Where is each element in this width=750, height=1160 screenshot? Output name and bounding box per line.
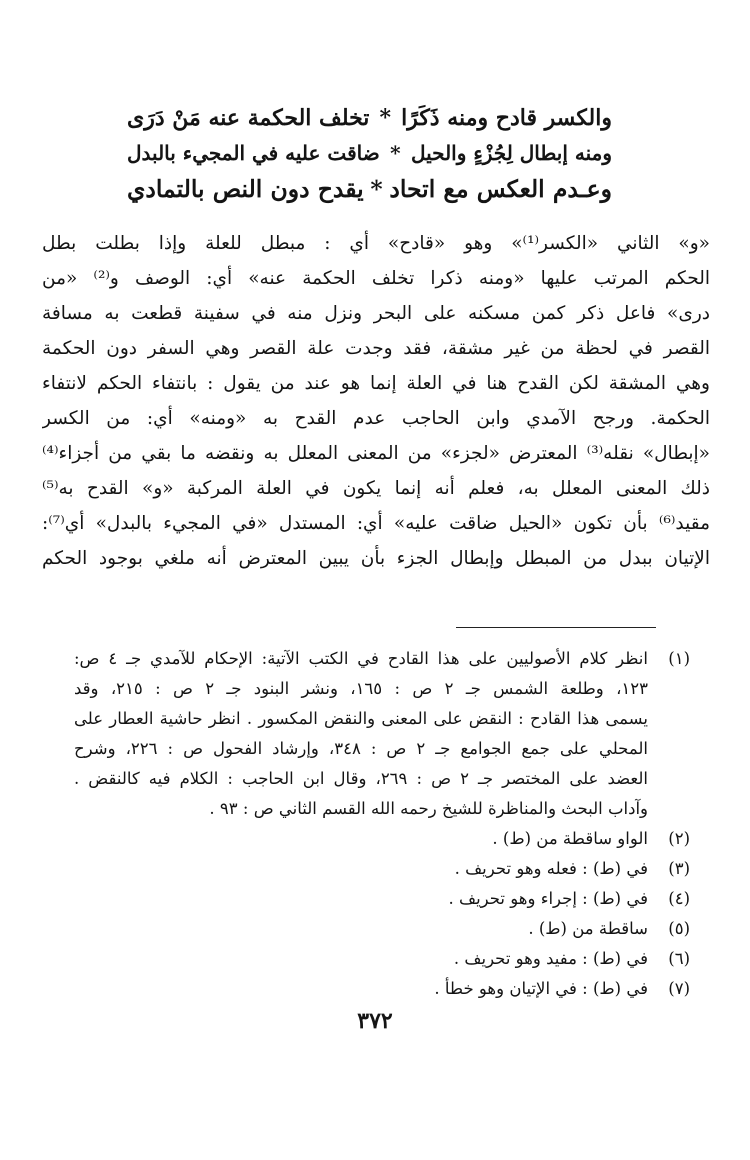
footnote-number: (٤) (668, 889, 690, 908)
footnote-body (74, 974, 648, 1004)
footnote-number: (١) (668, 649, 690, 668)
verse-hemistich-left: يقدح دون النص بالتمادي (127, 175, 364, 203)
verse-separator-star: * (390, 141, 401, 165)
text-line: ذلك المعنى المعلل به، فعلم أنه إنما يكون في العلة المركبة «و» القدح به⁽⁵⁾ (42, 478, 710, 499)
verse-hemistich-left: ضاقت عليه في المجيء بالبدل (127, 141, 380, 165)
text-line: الحكم المرتب عليها «ومنه ذكرا تخلف الحكمة عنه» أي: الوصف و⁽²⁾ «من (42, 268, 710, 289)
footnote (74, 644, 690, 824)
footnote-line: ساقطة من (ط) . (528, 919, 648, 938)
text-line: وهي المشقة لكن القدح هنا في العلة إنما هو عند من يقول : بانتفاء الحكم لانتفاء (42, 373, 710, 394)
text-line: «و» الثاني «الكسر⁽¹⁾» وهو «قادح» أي : مبطل للعلة وإذا بطلت بطل (42, 233, 710, 254)
footnote-line: في (ط) : في الإتيان وهو خطأ . (434, 979, 648, 998)
footnote-line: المحلي على جمع الجوامع جـ ٢ ص : ٣٤٨، وإرشاد الفحول ص : ٢٢٦، وشرح (74, 739, 648, 758)
footnote (74, 974, 690, 1004)
footnote-line: يسمى هذا القادح : النقض على المعنى والنقض المكسور . انظر حاشية العطار على (74, 709, 648, 728)
footnote-line: في (ط) : إجراء وهو تحريف . (448, 889, 648, 908)
verse-line (127, 174, 612, 204)
footnote-line: العضد على المختصر جـ ٢ ص : ٢٦٩، وقال ابن الحاجب : الكلام فيه كالنقض . (74, 769, 648, 788)
text-line: الحكمة. ورجح الآمدي وابن الحاجب عدم القدح به «ومنه» أي: من الكسر (42, 408, 710, 429)
footnote-separator (456, 627, 656, 628)
footnote-body (74, 914, 648, 944)
text-line: «إبطال» نقله⁽³⁾ المعترض «لجزء» من المعنى المعلل به ونقضه ما بقي من أجزاء⁽⁴⁾ (42, 443, 710, 464)
footnote-line: ١٢٣، وطلعة الشمس جـ ٢ ص : ١٦٥، ونشر البنود جـ ٢ ص : ٢١٥، وقد (74, 679, 648, 698)
text-line: درى» فاعل ذكر كمن مسكنه على البحر ونزل منه في سفينة قطعت به مسافة (42, 303, 710, 324)
footnote-number: (٥) (668, 919, 690, 938)
footnote-line: في (ط) : فعله وهو تحريف . (454, 859, 648, 878)
verse-line (127, 103, 612, 133)
footnote (74, 944, 690, 974)
text-line: القصر في لحظة من غير مشقة، فقد وجدت علة القصر وهي السفر دون الحكمة (42, 338, 710, 359)
footnote (74, 824, 690, 854)
page-number: ٣٧٢ (357, 1008, 393, 1034)
verse-hemistich-right: والكسر قادح ومنه ذَكَرًا (401, 105, 612, 131)
footnote-number: (٧) (668, 979, 690, 998)
footnote-body (74, 884, 648, 914)
footnote-body (74, 824, 648, 854)
text-line: الإتيان ببدل من المبطل وإبطال الجزء بأن يبين المعترض أنه ملغي بوجود الحكم (42, 548, 710, 569)
footnote (74, 884, 690, 914)
footnote (74, 914, 690, 944)
footnote-line: وآداب البحث والمناظرة للشيخ رحمه الله القسم الثاني ص : ٩٣ . (209, 799, 648, 818)
verse-hemistich-left: تخلف الحكمة عنه مَنْ دَرَى (127, 105, 370, 131)
footnote-body (74, 644, 648, 824)
text-line: مقيد⁽⁶⁾ بأن تكون «الحيل ضاقت عليه» أي: المستدل «في المجيء بالبدل» أي⁽⁷⁾: (42, 513, 710, 534)
footnote (74, 854, 690, 884)
footnote-line: انظر كلام الأصوليين على هذا القادح في الكتب الآتية: الإحكام للآمدي جـ ٤ ص: (74, 649, 648, 668)
verse-hemistich-right: ومنه إبطال لِجُزْءٍ والحيل (410, 141, 612, 165)
main-text (42, 226, 710, 576)
footnote-body (74, 944, 648, 974)
footnote-number: (٦) (668, 949, 690, 968)
footnote-body (74, 854, 648, 884)
verse-hemistich-right: وعـدم العكس مع اتحاد (389, 175, 612, 203)
footnote-line: في (ط) : مفيد وهو تحريف . (453, 949, 648, 968)
footnote-line: الواو ساقطة من (ط) . (492, 829, 648, 848)
footnote-number: (٣) (668, 859, 690, 878)
footnotes (74, 644, 690, 1004)
verse-line (127, 138, 612, 168)
footnote-number: (٢) (668, 829, 690, 848)
verse-separator-star: * (379, 105, 392, 131)
verse-separator-star: * (370, 175, 383, 203)
